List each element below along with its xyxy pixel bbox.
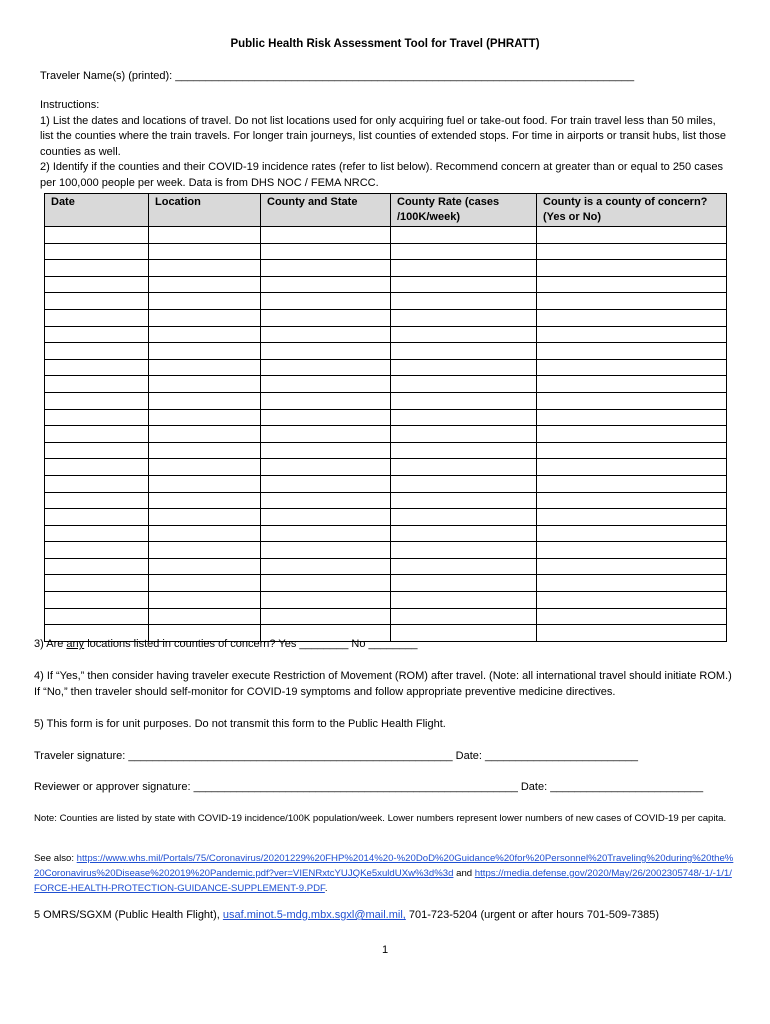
cell-concern[interactable] (537, 293, 727, 310)
table-row (45, 558, 727, 575)
cell-county-state[interactable] (261, 575, 391, 592)
instruction-item-2: 2) Identify if the counties and their COVID-19 incidence rates (refer to list below). Recommend concern at greater than or equal to 250 cases per 100,000 people per week. Data is from DHS NOC / FEMA NRCC. (40, 161, 723, 189)
cell-county-state[interactable] (261, 592, 391, 609)
cell-concern[interactable] (537, 475, 727, 492)
instruction-item-1: 1) List the dates and locations of travel. Do not list locations used for only acquiring fuel or take-out food. For train travel less than 50 miles, list the counties where the train travels. For longer train journeys, list counties of extended stops. For time in airports or transit hubs, list those counties as well. (40, 114, 726, 158)
cell-concern[interactable] (537, 575, 727, 592)
cell-location[interactable] (149, 509, 261, 526)
cell-county-state[interactable] (261, 260, 391, 277)
cell-county-rate[interactable] (391, 243, 537, 260)
table-row (45, 475, 727, 492)
cell-county-rate[interactable] (391, 575, 537, 592)
table-row (45, 442, 727, 459)
cell-date[interactable] (45, 592, 149, 609)
cell-county-rate[interactable] (391, 276, 537, 293)
cell-date[interactable] (45, 442, 149, 459)
table-row (45, 326, 727, 343)
cell-county-state[interactable] (261, 376, 391, 393)
cell-county-state[interactable] (261, 492, 391, 509)
cell-county-rate[interactable] (391, 409, 537, 426)
header-location: Location (149, 194, 261, 227)
cell-date[interactable] (45, 525, 149, 542)
instructions-heading: Instructions: (40, 99, 100, 111)
cell-county-rate[interactable] (391, 558, 537, 575)
contact-email-link[interactable]: usaf.minot.5-mdg.mbx.sgxl@mail.mil, (222, 909, 406, 921)
cell-location[interactable] (149, 426, 261, 443)
cell-concern[interactable] (537, 459, 727, 476)
cell-county-state[interactable] (261, 326, 391, 343)
cell-location[interactable] (149, 343, 261, 360)
see-also-end: . (324, 883, 328, 894)
see-also-and: and (453, 868, 475, 879)
cell-location[interactable] (149, 558, 261, 575)
table-row (45, 575, 727, 592)
cell-date[interactable] (45, 608, 149, 625)
cell-date[interactable] (45, 492, 149, 509)
cell-concern[interactable] (537, 608, 727, 625)
cell-concern[interactable] (537, 276, 727, 293)
cell-concern[interactable] (537, 492, 727, 509)
cell-location[interactable] (149, 293, 261, 310)
cell-county-rate[interactable] (391, 542, 537, 559)
cell-concern[interactable] (537, 227, 727, 244)
cell-location[interactable] (149, 392, 261, 409)
cell-date[interactable] (45, 260, 149, 277)
cell-county-rate[interactable] (391, 260, 537, 277)
cell-county-rate[interactable] (391, 309, 537, 326)
cell-county-state[interactable] (261, 243, 391, 260)
cell-concern[interactable] (537, 426, 727, 443)
table-row (45, 293, 727, 310)
cell-location[interactable] (149, 475, 261, 492)
header-county-of-concern: County is a county of concern? (Yes or No) (537, 194, 727, 227)
question-3 (34, 636, 734, 652)
contact-prefix: 5 OMRS/SGXM (Public Health Flight), (34, 909, 223, 921)
cell-county-rate[interactable] (391, 592, 537, 609)
cell-county-rate[interactable] (391, 442, 537, 459)
cell-date[interactable] (45, 227, 149, 244)
table-row (45, 492, 727, 509)
cell-county-rate[interactable] (391, 426, 537, 443)
cell-date[interactable] (45, 293, 149, 310)
cell-location[interactable] (149, 459, 261, 476)
cell-location[interactable] (149, 608, 261, 625)
cell-county-state[interactable] (261, 475, 391, 492)
cell-date[interactable] (45, 243, 149, 260)
table-row (45, 343, 727, 360)
cell-county-state[interactable] (261, 409, 391, 426)
see-also-label: See also: (34, 853, 77, 864)
cell-county-rate[interactable] (391, 525, 537, 542)
cell-concern[interactable] (537, 392, 727, 409)
cell-date[interactable] (45, 309, 149, 326)
cell-location[interactable] (149, 359, 261, 376)
cell-concern[interactable] (537, 343, 727, 360)
cell-concern[interactable] (537, 326, 727, 343)
cell-location[interactable] (149, 376, 261, 393)
cell-concern[interactable] (537, 558, 727, 575)
table-row (45, 509, 727, 526)
cell-date[interactable] (45, 426, 149, 443)
cell-county-rate[interactable] (391, 509, 537, 526)
question-3-text[interactable]: locations listed in counties of concern? Yes ________ No ________ (84, 638, 418, 650)
table-row (45, 409, 727, 426)
cell-concern[interactable] (537, 309, 727, 326)
cell-concern[interactable] (537, 592, 727, 609)
cell-location[interactable] (149, 276, 261, 293)
cell-date[interactable] (45, 558, 149, 575)
cell-date[interactable] (45, 575, 149, 592)
header-county-rate: County Rate (cases /100K/week) (391, 194, 537, 227)
cell-county-rate[interactable] (391, 343, 537, 360)
cell-location[interactable] (149, 309, 261, 326)
cell-date[interactable] (45, 409, 149, 426)
table-header-row (45, 194, 727, 227)
cell-county-state[interactable] (261, 392, 391, 409)
travel-log-body (45, 227, 727, 642)
cell-concern[interactable] (537, 509, 727, 526)
cell-location[interactable] (149, 260, 261, 277)
cell-concern[interactable] (537, 243, 727, 260)
defense-guidance-link[interactable]: https://media.defense.gov/2020/May/26/2002305748/-1/-1/1/FORCE-HEALTH-PROTECTION-GUIDANCE-SUPPLEMENT-9.PDF (34, 868, 732, 894)
cell-county-state[interactable] (261, 608, 391, 625)
cell-county-rate[interactable] (391, 376, 537, 393)
whs-guidance-link[interactable]: https://www.whs.mil/Portals/75/Coronavirus/20201229%20FHP%2014%20-%20DoD%20Guidance%20for%20Personnel%20Traveling%20during%20the%20Coronavirus%20Disease%202019%20Pandemic.pdf?ver=VIENRxtcYUJQKe5xuldUXw%3d%3d (34, 853, 734, 879)
cell-county-state[interactable] (261, 442, 391, 459)
cell-date[interactable] (45, 392, 149, 409)
table-row (45, 376, 727, 393)
question-3-emphasis: any (66, 638, 85, 650)
cell-county-rate[interactable] (391, 475, 537, 492)
cell-county-state[interactable] (261, 343, 391, 360)
cell-date[interactable] (45, 326, 149, 343)
cell-county-rate[interactable] (391, 608, 537, 625)
cell-county-rate[interactable] (391, 459, 537, 476)
cell-county-rate[interactable] (391, 359, 537, 376)
table-row (45, 542, 727, 559)
travel-log-table (44, 193, 727, 642)
cell-location[interactable] (149, 525, 261, 542)
cell-county-state[interactable] (261, 309, 391, 326)
cell-location[interactable] (149, 326, 261, 343)
cell-location[interactable] (149, 243, 261, 260)
traveler-signature-line[interactable]: Traveler signature: _____________________________________________________ Date: _________________________ (34, 750, 638, 762)
contact-phone: 701-723-5204 (urgent or after hours 701-509-7385) (405, 909, 659, 921)
cell-county-state[interactable] (261, 276, 391, 293)
table-row (45, 525, 727, 542)
cell-county-state[interactable] (261, 558, 391, 575)
note-text: Note: Counties are listed by state with COVID-19 incidence/100K population/week. Lower numbers represent lower numbers of new cases of COVID-19 per capita. (34, 813, 727, 824)
cell-county-state[interactable] (261, 525, 391, 542)
cell-date[interactable] (45, 376, 149, 393)
traveler-name-label: Traveler Name(s) (printed): (40, 70, 176, 82)
question-3-prefix: 3) Are (34, 638, 67, 650)
cell-date[interactable] (45, 359, 149, 376)
header-county-state: County and State (261, 194, 391, 227)
cell-location[interactable] (149, 442, 261, 459)
cell-location[interactable] (149, 592, 261, 609)
cell-location[interactable] (149, 575, 261, 592)
cell-date[interactable] (45, 276, 149, 293)
cell-county-rate[interactable] (391, 326, 537, 343)
table-row (45, 260, 727, 277)
table-row (45, 608, 727, 625)
cell-concern[interactable] (537, 525, 727, 542)
cell-location[interactable] (149, 492, 261, 509)
cell-county-state[interactable] (261, 542, 391, 559)
cell-location[interactable] (149, 227, 261, 244)
traveler-name-field[interactable]: ___________________________________________________________________________ (175, 70, 635, 82)
cell-county-state[interactable] (261, 426, 391, 443)
cell-county-rate[interactable] (391, 227, 537, 244)
table-row (45, 309, 727, 326)
cell-date[interactable] (45, 459, 149, 476)
cell-county-rate[interactable] (391, 492, 537, 509)
cell-concern[interactable] (537, 442, 727, 459)
table-row (45, 392, 727, 409)
table-row (45, 227, 727, 244)
cell-location[interactable] (149, 542, 261, 559)
cell-county-state[interactable] (261, 509, 391, 526)
reviewer-signature-line[interactable]: Reviewer or approver signature: _____________________________________________________ Date: _________________________ (34, 781, 704, 793)
table-row (45, 276, 727, 293)
table-row (45, 459, 727, 476)
see-also (34, 851, 734, 896)
table-row (45, 359, 727, 376)
table-row (45, 426, 727, 443)
table-row (45, 243, 727, 260)
cell-county-state[interactable] (261, 293, 391, 310)
header-date: Date (45, 194, 149, 227)
cell-concern[interactable] (537, 542, 727, 559)
cell-date[interactable] (45, 509, 149, 526)
question-5: 5) This form is for unit purposes. Do not transmit this form to the Public Health Flight. (34, 718, 446, 730)
cell-county-rate[interactable] (391, 392, 537, 409)
cell-county-rate[interactable] (391, 293, 537, 310)
cell-county-state[interactable] (261, 459, 391, 476)
cell-concern[interactable] (537, 409, 727, 426)
cell-location[interactable] (149, 409, 261, 426)
cell-county-state[interactable] (261, 227, 391, 244)
cell-concern[interactable] (537, 260, 727, 277)
page-number: 1 (381, 944, 389, 956)
traveler-name-line (40, 70, 634, 82)
cell-concern[interactable] (537, 359, 727, 376)
cell-date[interactable] (45, 542, 149, 559)
question-4: 4) If “Yes,” then consider having traveler execute Restriction of Movement (ROM) after travel. (Note: all international travel should initiate ROM.) If “No,” then traveler should self-monitor for COVID-19 symptoms and follow appropriate preventive medicine directives. (34, 670, 732, 698)
table-row (45, 592, 727, 609)
contact-line (34, 907, 734, 923)
cell-concern[interactable] (537, 376, 727, 393)
instructions (40, 98, 732, 192)
cell-date[interactable] (45, 475, 149, 492)
cell-date[interactable] (45, 343, 149, 360)
page-title: Public Health Risk Assessment Tool for Travel (PHRATT) (230, 38, 540, 50)
cell-county-state[interactable] (261, 359, 391, 376)
